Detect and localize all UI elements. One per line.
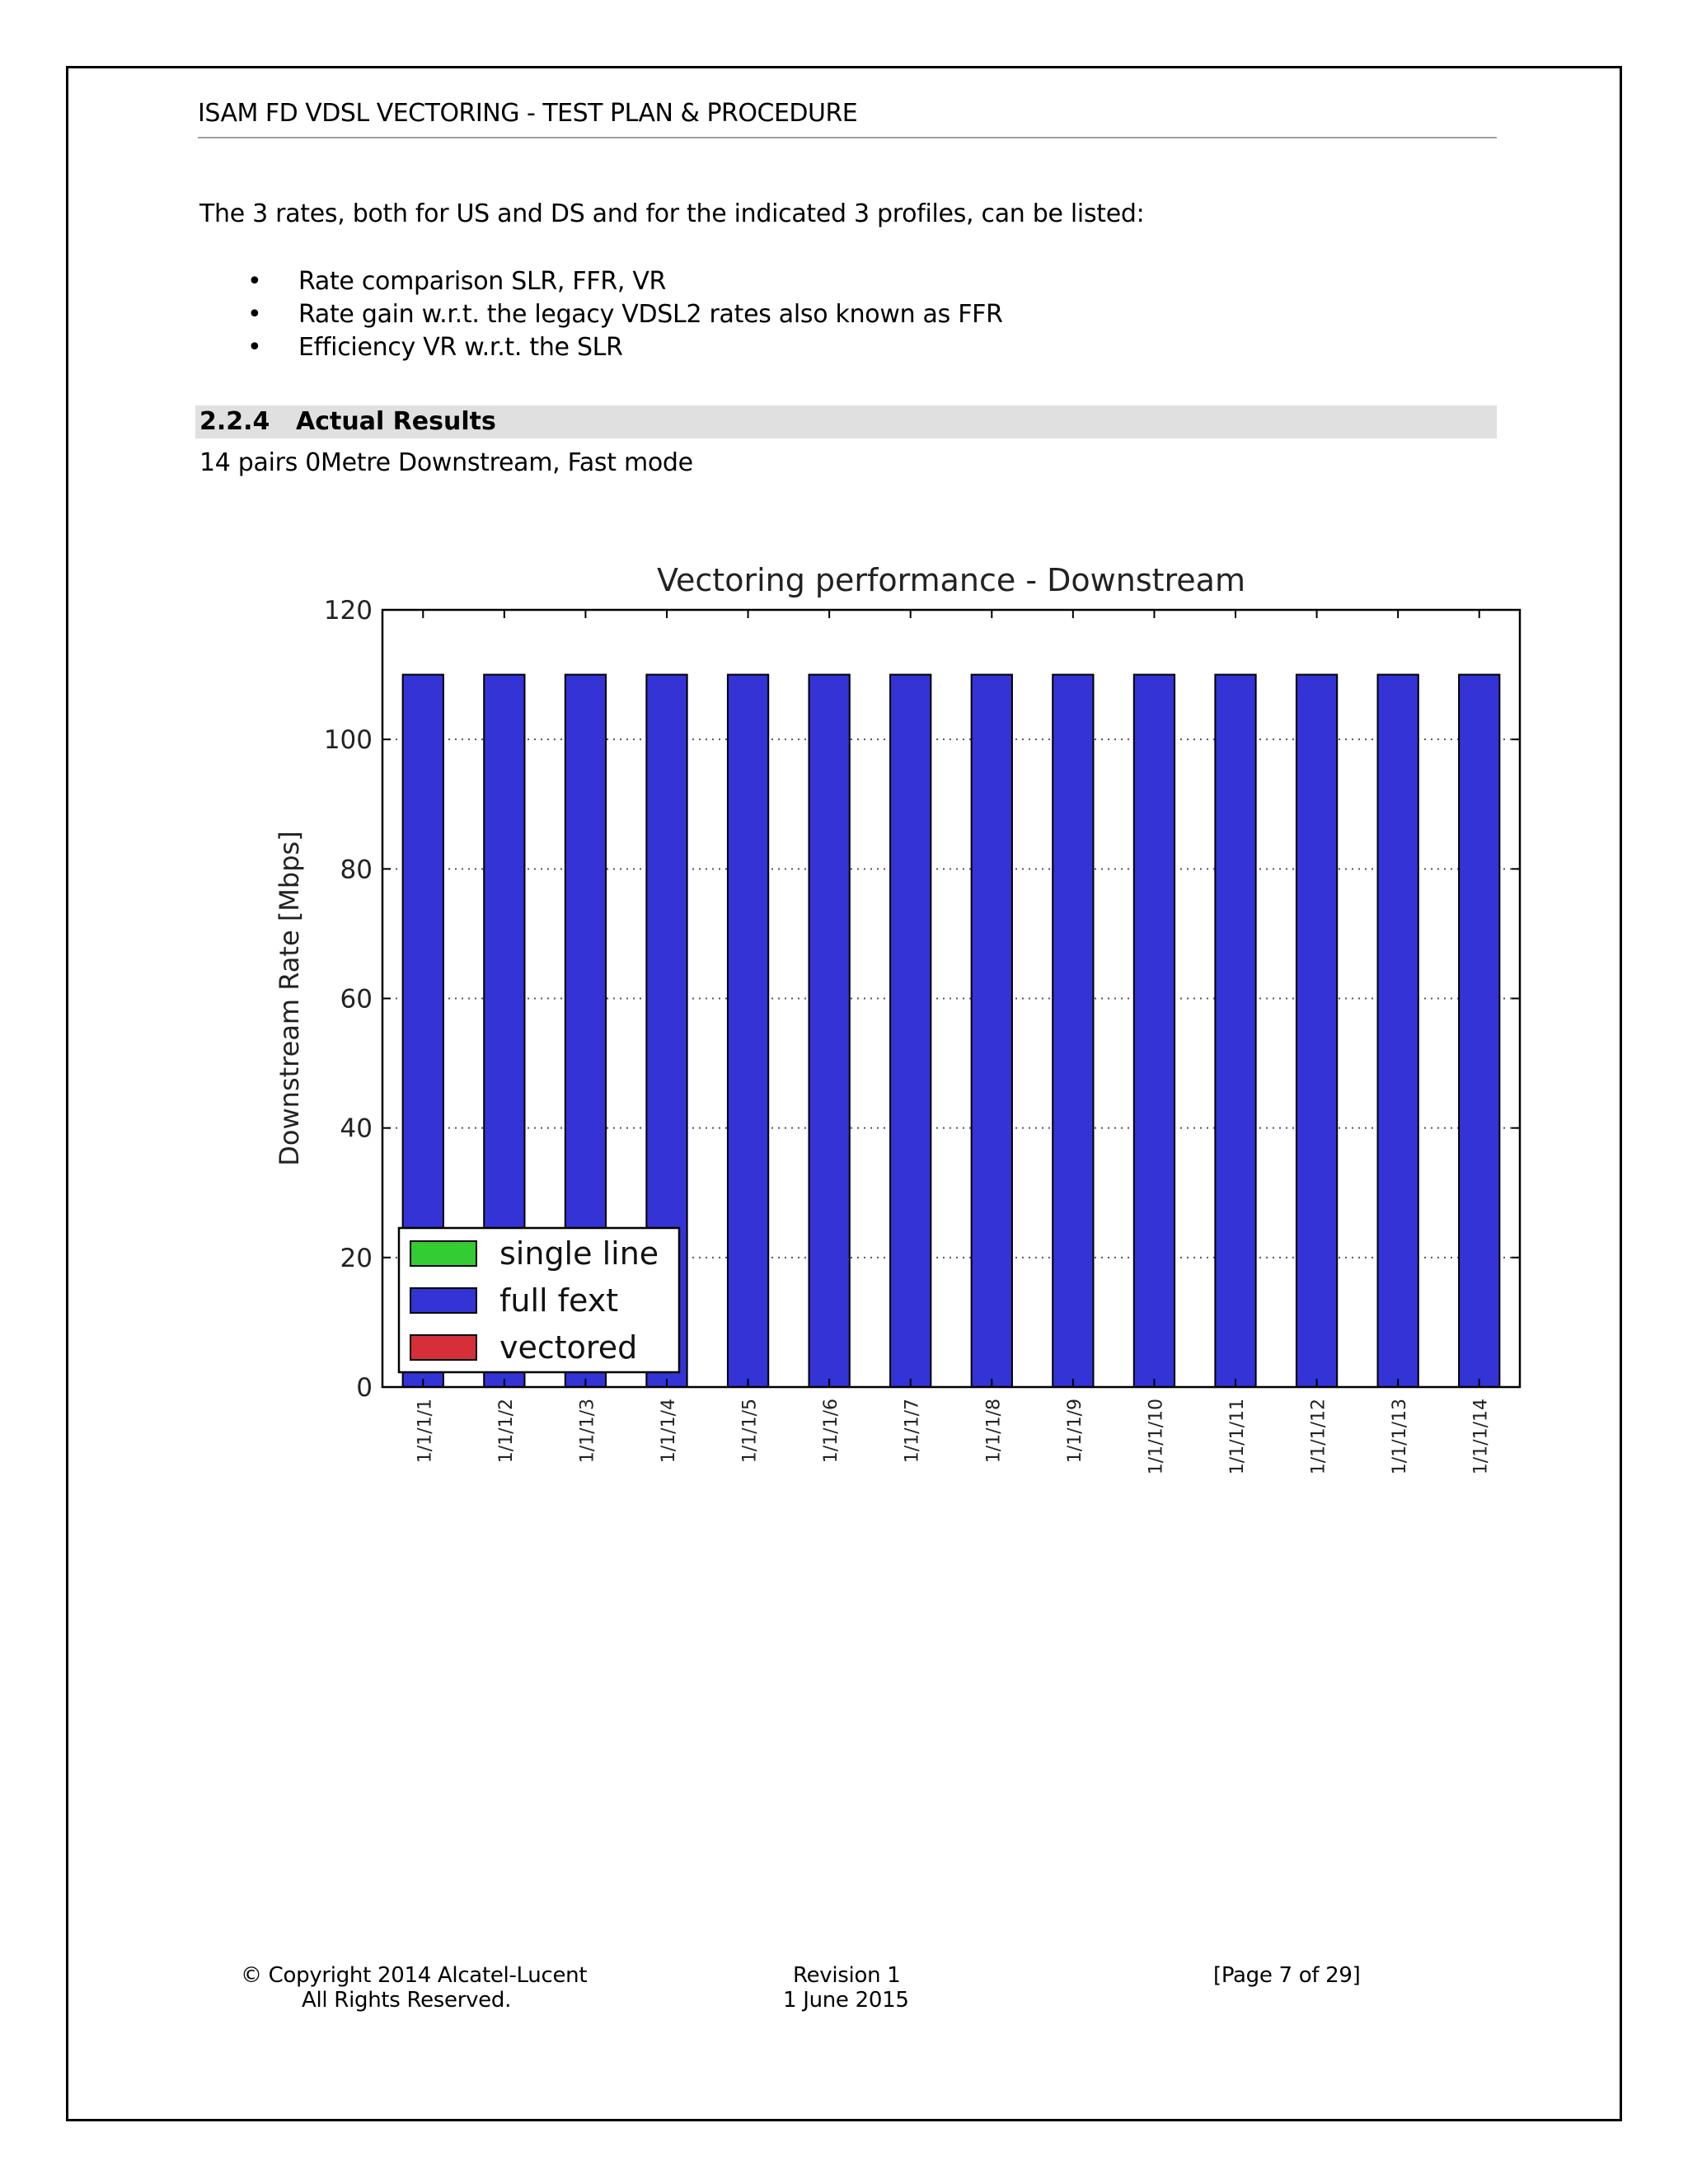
legend-swatch [410, 1335, 476, 1360]
bullet-icon: • [247, 300, 262, 329]
list-item [247, 331, 1003, 364]
footer-copyright: © Copyright 2014 Alcatel-Lucent [241, 1963, 588, 1988]
y-tick-label: 40 [340, 1113, 373, 1144]
y-tick-label: 120 [323, 596, 373, 626]
x-tick-label: 1/1/1/1 [415, 1399, 436, 1464]
list-item-text: Efficiency VR w.r.t. the SLR [298, 333, 623, 362]
footer-revision: Revision 1 [793, 1963, 901, 1988]
footer-rights: All Rights Reserved. [302, 1988, 512, 2013]
bar [1378, 675, 1418, 1387]
bar [972, 675, 1012, 1387]
x-tick-label: 1/1/1/12 [1308, 1399, 1329, 1475]
y-tick-label: 0 [356, 1373, 373, 1403]
intro-paragraph: The 3 rates, both for US and DS and for the indicated 3 profiles, can be listed: [199, 199, 1145, 228]
y-tick-label: 80 [340, 855, 373, 885]
x-tick-label: 1/1/1/11 [1227, 1399, 1248, 1475]
chart-caption: 14 pairs 0Metre Downstream, Fast mode [199, 448, 693, 477]
x-tick-label: 1/1/1/2 [495, 1399, 517, 1464]
x-tick-label: 1/1/1/4 [659, 1399, 679, 1464]
footer-date: 1 June 2015 [783, 1988, 909, 2013]
y-tick-label: 60 [340, 984, 373, 1015]
y-tick-label: 100 [323, 725, 373, 756]
list-item [247, 265, 1003, 298]
x-tick-label: 1/1/1/14 [1470, 1399, 1492, 1475]
list-item-text: Rate gain w.r.t. the legacy VDSL2 rates also known as FFR [298, 300, 1003, 329]
bullet-icon: • [247, 267, 262, 296]
y-axis-label: Downstream Rate [Mbps] [274, 831, 305, 1166]
x-tick-label: 1/1/1/6 [821, 1399, 842, 1464]
legend-swatch [410, 1241, 476, 1266]
bar [809, 675, 850, 1387]
legend-label: full fext [499, 1282, 619, 1319]
legend-swatch [410, 1288, 476, 1313]
bar [1459, 675, 1499, 1387]
bar-chart [264, 552, 1533, 1500]
bullet-icon: • [247, 333, 262, 362]
section-number: 2.2.4 [199, 407, 270, 436]
list-item-text: Rate comparison SLR, FFR, VR [298, 267, 667, 296]
x-tick-label: 1/1/1/13 [1390, 1399, 1411, 1475]
x-tick-label: 1/1/1/7 [902, 1399, 923, 1464]
x-tick-label: 1/1/1/5 [739, 1399, 761, 1464]
x-tick-label: 1/1/1/10 [1146, 1399, 1167, 1475]
bar [728, 675, 768, 1387]
bar [1215, 675, 1255, 1387]
x-tick-label: 1/1/1/3 [577, 1399, 598, 1464]
footer-page-number: [Page 7 of 29] [1213, 1963, 1361, 1988]
document-title: ISAM FD VDSL VECTORING - TEST PLAN & PROCEDURE [198, 99, 858, 128]
bullet-list [247, 265, 1003, 364]
y-tick-label: 20 [340, 1243, 373, 1273]
bar [1134, 675, 1175, 1387]
list-item [247, 298, 1003, 331]
x-tick-label: 1/1/1/8 [983, 1399, 1005, 1464]
section-heading [195, 405, 1497, 438]
section-title: Actual Results [296, 407, 496, 436]
bar [1053, 675, 1093, 1387]
chart-title: Vectoring performance - Downstream [656, 562, 1246, 598]
legend-label: single line [499, 1235, 659, 1272]
bar [890, 675, 931, 1387]
x-tick-label: 1/1/1/9 [1064, 1399, 1085, 1464]
legend-label: vectored [499, 1329, 638, 1366]
running-header [198, 97, 1497, 138]
bar [1296, 675, 1337, 1387]
